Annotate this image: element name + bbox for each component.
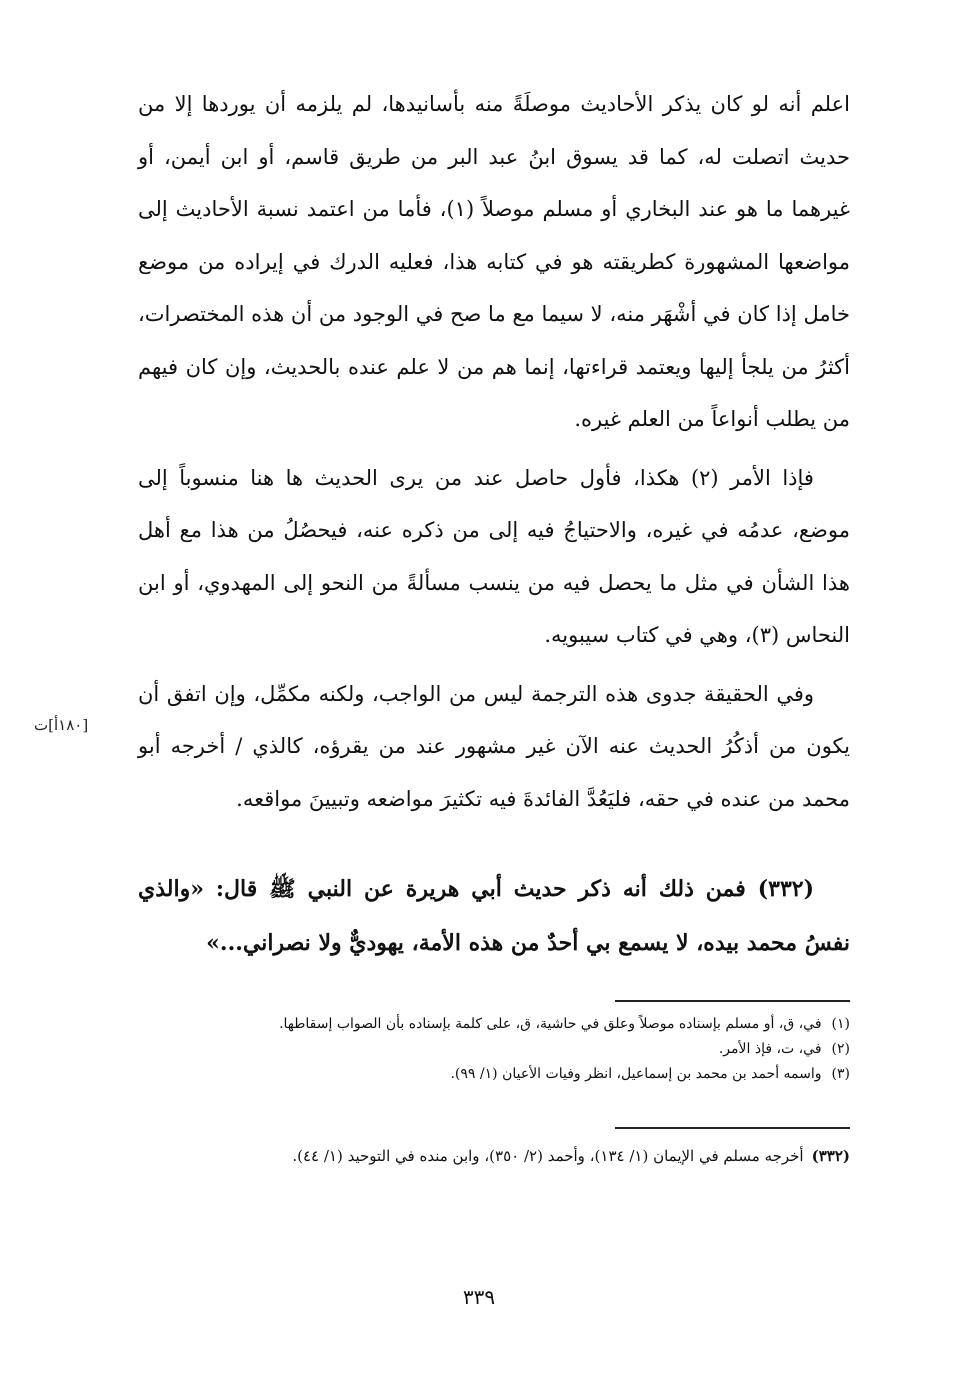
- footnote-3: [130, 1062, 850, 1087]
- footnote-text: في، ق، أو مسلم بإسناده موصلاً وعلق في حاشية، ق، على كلمة بإسناده بأن الصواب إسقاطها.: [279, 1016, 822, 1032]
- main-text: [138, 78, 850, 825]
- footnote-divider: [615, 1000, 850, 1002]
- hadith-note: [130, 1143, 850, 1169]
- hadith-note-number: (٣٣٢): [811, 1147, 850, 1165]
- footnote-text: واسمه أحمد بن محمد بن إسماعيل، انظر وفيات الأعيان (١/ ٩٩).: [450, 1066, 822, 1082]
- footnote-2: [130, 1037, 850, 1062]
- footnote-number: (٢): [831, 1041, 850, 1057]
- footnote-number: (١): [831, 1016, 850, 1032]
- margin-manuscript-reference: [١٨٠أ]ت: [34, 716, 89, 734]
- hadith-paragraph: (٣٣٢) فمن ذلك أنه ذكر حديث أبي هريرة عن النبي ﷺ قال: «والذي نفسُ محمد بيده، لا يسمع بي أحدٌ من هذه الأمة، يهوديٌّ ولا نصراني...»: [138, 876, 850, 956]
- hadith-note-divider: [615, 1127, 850, 1129]
- paragraph-3: وفي الحقيقة جدوى هذه الترجمة ليس من الواجب، ولكنه مكمِّل، وإن اتفق أن يكون من أذكُرُ الحديث عنه الآن غير مشهور عند من يقرؤه، كالذي / أخرجه أبو محمد من عنده في حقه، فليَعُدَّ الفائدةَ فيه تكثيرَ مواضعه وتبيينَ مواقعه.: [138, 681, 850, 811]
- paragraph-2: فإذا الأمر (٢) هكذا، فأول حاصل عند من يرى الحديث ها هنا منسوباً إلى موضع، عدمُه في غيره، والاحتياجُ فيه إلى من ذكره عنه، فيحصُلُ من هذا مع أهل هذا الشأن في مثل ما يحصل فيه من ينسب مسألةً من النحو إلى المهدوي، أو ابن النحاس (٣)، وهي في كتاب سيبويه.: [138, 465, 850, 647]
- footnotes: [130, 1012, 850, 1087]
- footnote-1: [130, 1012, 850, 1037]
- footnote-text: في، ت، فإذ الأمر.: [718, 1041, 822, 1057]
- page-number: ٣٣٩: [462, 1285, 496, 1309]
- hadith-note-text: أخرجه مسلم في الإيمان (١/ ١٣٤)، وأحمد (٢/ ٣٥٠)، وابن منده في التوحيد (١/ ٤٤).: [292, 1147, 804, 1165]
- footnote-number: (٣): [831, 1066, 850, 1082]
- paragraph-1: اعلم أنه لو كان يذكر الأحاديث موصلَةً منه بأسانيدها، لم يلزمه أن يوردها إلا من حديث اتصلت له، كما قد يسوق ابنُ عبد البر من طريق قاسم، أو ابن أيمن، أو غيرهما ما هو عند البخاري أو مسلم موصلاً (١)، فأما من اعتمد نسبة الأحاديث إلى مواضعها المشهورة كطريقته هو في كتابه هذا، فعليه الدرك في إيراده من موضع خامل إذا كان في أشْهَر منه، لا سيما مع ما صح في الوجود من أن هذه المختصرات، أكثرُ من يلجأ إليها ويعتمد قراءتها، إنما هم من لا علم عنده بالحديث، وإن كان فيهم من يطلب أنواعاً من العلم غيره.: [138, 92, 850, 431]
